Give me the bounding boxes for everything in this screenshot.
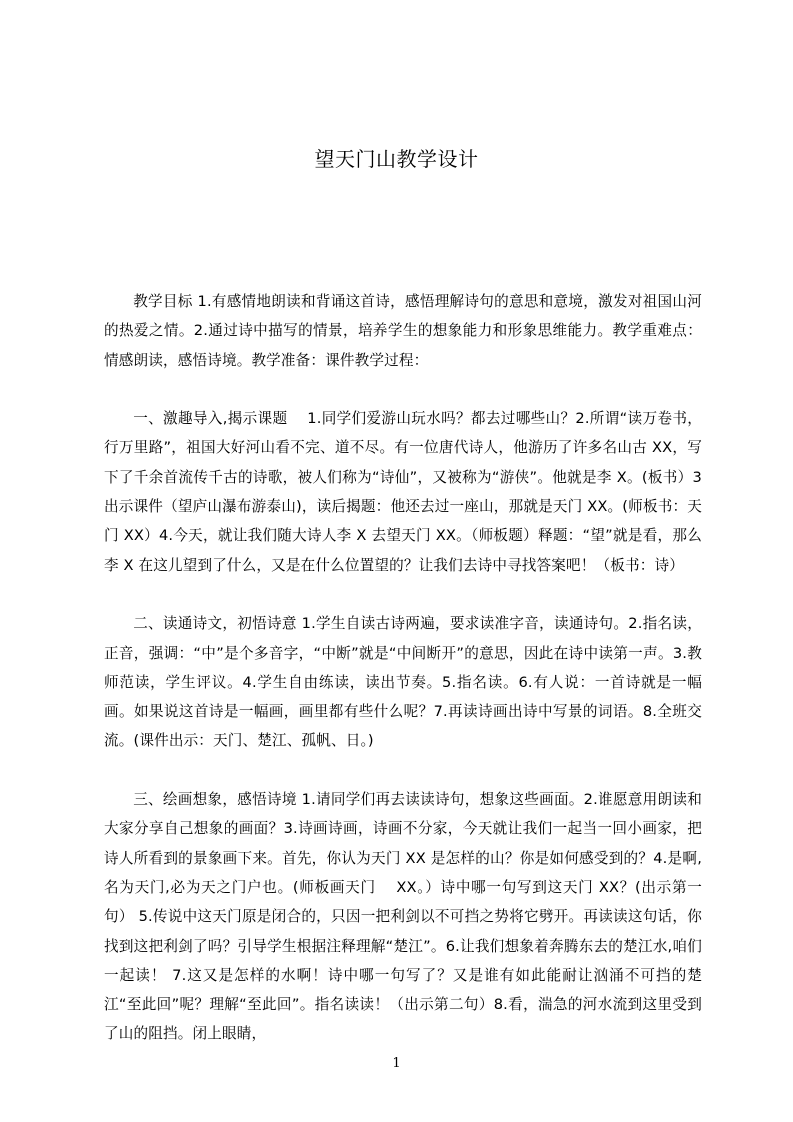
page-number: 1 bbox=[392, 1056, 401, 1071]
document-body bbox=[104, 287, 702, 1049]
document-title: 望天门山教学设计 bbox=[314, 147, 479, 171]
paragraph-introduction: 一、激趣导入,揭示课题 1.同学们爱游山玩水吗？都去过哪些山？2.所谓“读万卷书，行万里路”，祖国大好河山看不完、道不尽。有一位唐代诗人，他游历了许多名山古 XX，写下了千余首流传千古的诗歌，被人们称为“诗仙”，又被称为“游侠”。他就是李 X。(板书）3 出示课件（望庐山瀑布游泰山)，读后揭题：他还去过一座山，那就是天门 XX。(师板书：天门 XX）4.今天，就让我们随大诗人李 X 去望天门 XX。（师板题）释题：“望”就是看，那么李 X 在这儿望到了什么，又是在什么位置望的？让我们去诗中寻找答案吧！（板书：诗） bbox=[104, 410, 702, 574]
paragraph-drawing-imagination: 三、绘画想象，感悟诗境 1.请同学们再去读读诗句，想象这些画面。2.谁愿意用朗读和大家分享自己想象的画面？3.诗画诗画，诗画不分家，今天就让我们一起当一回小画家，把诗人所看到的景象画下来。首先，你认为天门 XX 是怎样的山？你是如何感受到的？4.是啊,名为天门,必为天之门户也。(师板画天门 XX。）诗中哪一句写到这天门 XX？(出示第一句） 5.传说中这天门原是闭合的，只因一把利剑以不可挡之势将它劈开。再读读这句话，你找到这把利剑了吗？引导学生根据注释理解“楚江”。6.让我们想象着奔腾东去的楚江水,咱们一起读！ 7.这又是怎样的水啊！诗中哪一句写了？又是谁有如此能耐让汹涌不可挡的楚江“至此回”呢？理解“至此回”。指名读读！（出示第二句）8.看，湍急的河水流到这里受到了山的阻挡。闭上眼睛， bbox=[104, 791, 702, 1043]
paragraph-reading-poem: 二、读通诗文，初悟诗意 1.学生自读古诗两遍，要求读准字音，读通诗句。2.指名读，正音，强调：“中”是个多音字，“中断”就是“中间断开”的意思，因此在诗中读第一声。3.教师范读，学生评议。4.学生自由练读，读出节奏。5.指名读。6.有人说：一首诗就是一幅画。如果说这首诗是一幅画，画里都有些什么呢？7.再读诗画出诗中写景的词语。8.全班交流。(课件出示：天门、楚江、孤帆、日。) bbox=[104, 615, 702, 750]
paragraph-teaching-goals: 教学目标 1.有感情地朗读和背诵这首诗，感悟理解诗句的意思和意境，激发对祖国山河的热爱之情。2.通过诗中描写的情景，培养学生的想象能力和形象思维能力。教学重难点：情感朗读，感悟诗境。教学准备：课件教学过程： bbox=[104, 293, 702, 369]
